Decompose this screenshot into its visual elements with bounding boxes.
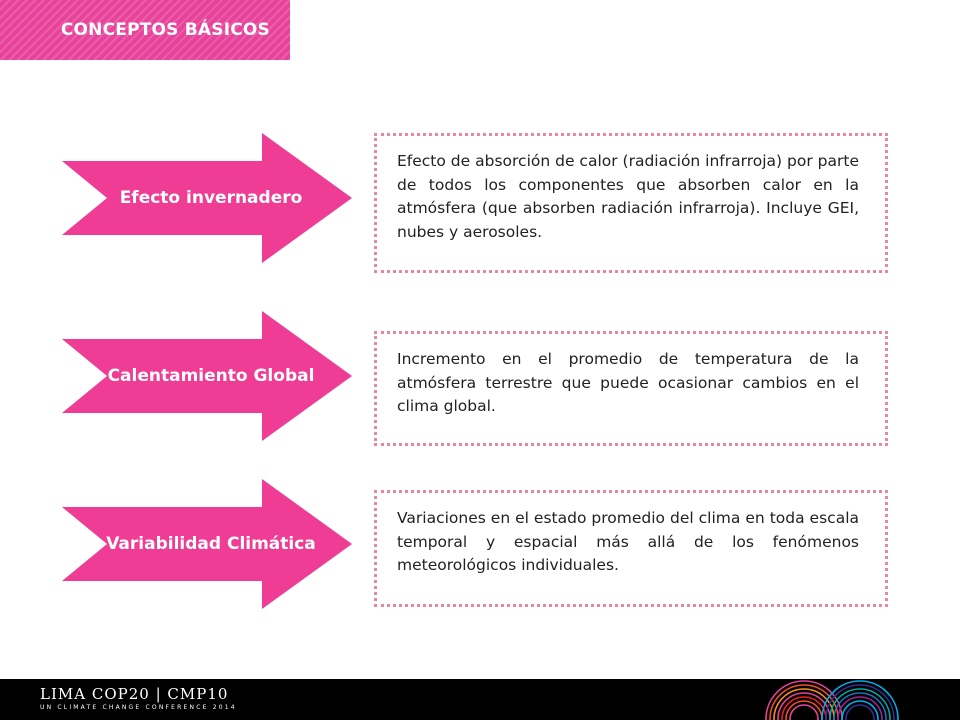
page-title: CONCEPTOS BÁSICOS	[60, 20, 270, 40]
arrow-shape	[62, 133, 352, 263]
concept-definition: Variaciones en el estado promedio del clima en toda escala temporal y espacial más allá de los fenómenos meteorológicos individuales.	[374, 490, 888, 607]
concept-term: Variabilidad Climática	[106, 534, 316, 554]
arrow-shape	[62, 311, 352, 441]
logo-main-text: LIMA COP20 | CMP10	[40, 685, 229, 703]
cop20-logo	[40, 686, 237, 712]
concept-term: Calentamiento Global	[107, 366, 315, 386]
concept-definition: Incremento en el promedio de temperatura de la atmósfera terrestre que puede ocasionar cambios en el clima global.	[374, 331, 888, 446]
header-banner	[0, 0, 290, 60]
arrow-shape	[62, 479, 352, 609]
concept-term: Efecto invernadero	[119, 188, 303, 208]
logo-sub-text: UN CLIMATE CHANGE CONFERENCE 2014	[40, 704, 237, 711]
concentric-rings-icon	[756, 679, 906, 720]
concept-definition: Efecto de absorción de calor (radiación infrarroja) por parte de todos los componentes que absorben calor en la atmósfera (que absorben radiación infrarroja). Incluye GEI, nubes y aerosoles.	[374, 133, 888, 273]
